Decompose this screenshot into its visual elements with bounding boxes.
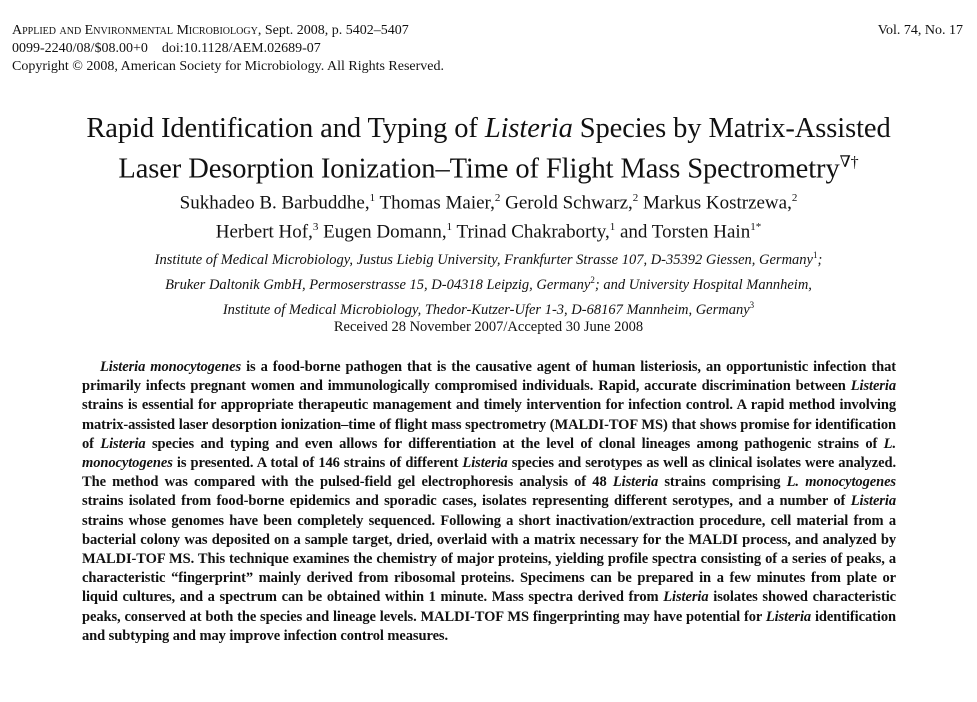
- title-line-1: Rapid Identification and Typing of Listeria Species by Matrix-Assisted: [86, 113, 891, 144]
- author: Thomas Maier,: [375, 192, 495, 214]
- article-title: [0, 112, 977, 187]
- author-affiliation-mark: 1: [609, 221, 616, 234]
- affiliation-line-2: Bruker Daltonik GmbH, Permoserstrasse 15, D-04318 Leipzig, Germany$^2$; and University Hospital Mannheim,: [165, 274, 812, 293]
- affiliation-line-1: Institute of Medical Microbiology, Justus Liebig University, Frankfurter Strasse 107, D-35392 Giessen, Germany$^1$;: [154, 250, 823, 268]
- journal-citation: [12, 22, 444, 40]
- author-list: [0, 186, 977, 245]
- author: Trinad Chakraborty,: [452, 221, 610, 243]
- author-affiliation-mark: 2: [632, 192, 639, 204]
- received-dates: Received 28 November 2007/Accepted 30 June 2008: [333, 319, 644, 335]
- journal-name: Applied and Environmental Microbiology: [12, 23, 258, 38]
- affiliation-line-3: Institute of Medical Microbiology, Thedor-Kutzer-Ufer 1-3, D-68167 Mannheim, Germany$^3$: [222, 299, 755, 318]
- author: Eugen Domann,: [318, 221, 447, 243]
- author-line-2: [0, 215, 977, 244]
- author: Gerold Schwarz,: [500, 192, 633, 214]
- journal-header: [12, 22, 444, 76]
- volume-number: Vol. 74, No. 17: [877, 23, 963, 38]
- author: and Torsten Hain: [615, 221, 751, 243]
- affiliations: [0, 245, 977, 319]
- title-footnote-marks: ∇†: [839, 154, 859, 171]
- copyright-line: Copyright © 2008, American Society for Microbiology. All Rights Reserved.: [12, 59, 445, 74]
- author: Herbert Hof,: [215, 221, 313, 243]
- author-affiliation-mark: 1*: [750, 221, 762, 234]
- author: Sukhadeo B. Barbuddhe,: [179, 192, 370, 214]
- author-affiliation-mark: 1: [369, 192, 376, 204]
- title-line-2: Laser Desorption Ionization–Time of Flight Mass Spectrometry∇†: [118, 153, 859, 185]
- author-affiliation-mark: 2: [494, 192, 501, 204]
- title-genus: Listeria: [484, 113, 573, 144]
- journal-codes: 0099-2240/08/$08.00+0 doi:10.1128/AEM.02689-07: [12, 41, 321, 56]
- author-affiliation-mark: 3: [312, 221, 319, 234]
- abstract: Listeria monocytogenes is a food-borne pathogen that is the causative agent of human listeriosis, an opportunistic infection that primarily infects pregnant women and immunologically compromised individuals. Rapid, accurate discrimination between Listeria strains is essential for appropriate therapeutic management and timely intervention for infection control. A rapid method involving matrix-assisted laser desorption ionization–time of flight mass spectrometry (MALDI-TOF MS) that shows promise for identification of Listeria species and typing and even allows for differentiation at the level of clonal lineages among pathogenic strains of L. monocytogenes is presented. A total of 146 strains of different Listeria species and serotypes as well as clinical isolates were analyzed. The method was compared with the pulsed-field gel electrophoresis analysis of 48 Listeria strains comprising L. monocytogenes strains isolated from food-borne epidemics and sporadic cases, isolates representing different serotypes, and a number of Listeria strains whose genomes have been completely sequenced. Following a short inactivation/extraction procedure, cell material from a bacterial colony was deposited on a sample target, dried, overlaid with a matrix necessary for the MALDI process, and analyzed by MALDI-TOF MS. This technique examines the chemistry of major proteins, yielding profile spectra consisting of a series of peaks, a characteristic “fingerprint” mainly derived from ribosomal proteins. Specimens can be prepared in a few minutes from plate or liquid cultures, and a spectrum can be obtained within 1 minute. Mass spectra derived from Listeria isolates showed characteristic peaks, conserved at both the species and lineage levels. MALDI-TOF MS fingerprinting may have potential for Listeria identification and subtyping and may improve infection control measures.: [82, 359, 896, 644]
- author-affiliation-mark: 1: [446, 221, 453, 234]
- author-affiliation-mark: 2: [791, 192, 798, 204]
- author: Markus Kostrzewa,: [638, 192, 792, 214]
- author-line-1: [0, 186, 977, 215]
- journal-issue: , Sept. 2008, p. 5402–5407: [257, 23, 409, 38]
